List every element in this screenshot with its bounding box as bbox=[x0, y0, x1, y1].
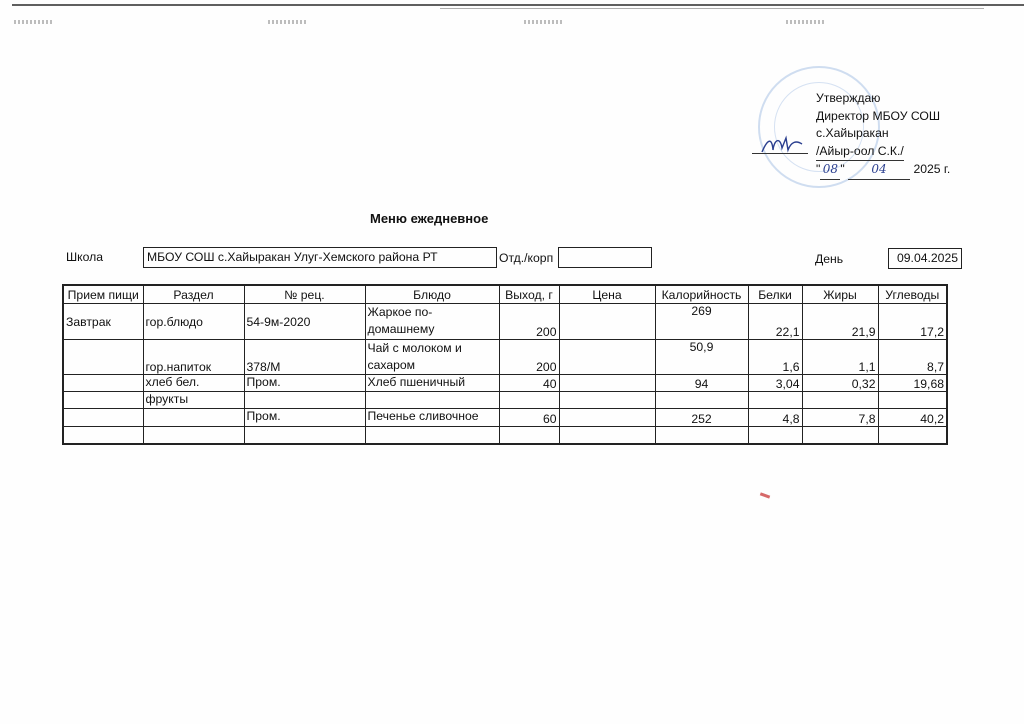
price-cell bbox=[559, 392, 655, 409]
scan-edge-line bbox=[440, 8, 984, 9]
scan-edge-line bbox=[12, 4, 1024, 6]
approval-director-name: /Айыр-оол С.К./ bbox=[816, 143, 904, 162]
column-header: № рец. bbox=[244, 285, 365, 304]
price-cell bbox=[559, 304, 655, 340]
fat-cell bbox=[802, 427, 878, 444]
yield-cell bbox=[499, 392, 559, 409]
day-field: 09.04.2025 bbox=[888, 248, 962, 269]
column-header: Блюдо bbox=[365, 285, 499, 304]
meal-cell bbox=[63, 392, 143, 409]
dish-cell bbox=[365, 427, 499, 444]
signature-line bbox=[752, 153, 808, 154]
director-signature bbox=[760, 134, 804, 161]
dish-cell: Печенье сливочное bbox=[365, 409, 499, 427]
yield-cell: 200 bbox=[499, 304, 559, 340]
price-cell bbox=[559, 427, 655, 444]
recipe-cell: 378/М bbox=[244, 340, 365, 375]
table-row bbox=[63, 427, 947, 444]
meal-cell bbox=[63, 427, 143, 444]
column-header: Прием пищи bbox=[63, 285, 143, 304]
protein-cell: 4,8 bbox=[748, 409, 802, 427]
column-header: Белки bbox=[748, 285, 802, 304]
approval-village: с.Хайыракан bbox=[816, 126, 889, 140]
document-title: Меню ежедневное bbox=[370, 211, 489, 226]
column-header: Углеводы bbox=[878, 285, 947, 304]
fat-cell: 7,8 bbox=[802, 409, 878, 427]
approval-block bbox=[816, 90, 950, 180]
protein-cell: 22,1 bbox=[748, 304, 802, 340]
section-cell: фрукты bbox=[143, 392, 244, 409]
price-cell bbox=[559, 340, 655, 375]
dept-label: Отд./корп bbox=[499, 251, 554, 265]
table-row bbox=[63, 392, 947, 409]
yield-cell: 40 bbox=[499, 375, 559, 392]
section-cell bbox=[143, 427, 244, 444]
column-header: Выход, г bbox=[499, 285, 559, 304]
scan-artifact bbox=[524, 20, 564, 24]
fat-cell bbox=[802, 392, 878, 409]
carbs-cell: 40,2 bbox=[878, 409, 947, 427]
yield-cell: 200 bbox=[499, 340, 559, 375]
carbs-cell: 19,68 bbox=[878, 375, 947, 392]
table-row bbox=[63, 375, 947, 392]
price-cell bbox=[559, 409, 655, 427]
yield-cell: 60 bbox=[499, 409, 559, 427]
column-header: Раздел bbox=[143, 285, 244, 304]
protein-cell bbox=[748, 392, 802, 409]
pen-mark bbox=[760, 492, 770, 498]
school-field: МБОУ СОШ с.Хайыракан Улуг-Хемского района РТ bbox=[143, 247, 497, 268]
calories-cell bbox=[655, 392, 748, 409]
scan-artifact bbox=[14, 20, 54, 24]
recipe-cell bbox=[244, 392, 365, 409]
section-cell bbox=[143, 409, 244, 427]
meal-cell bbox=[63, 340, 143, 375]
protein-cell bbox=[748, 427, 802, 444]
yield-cell bbox=[499, 427, 559, 444]
dish-cell bbox=[365, 392, 499, 409]
dish-cell: Чай с молоком и сахаром bbox=[365, 340, 499, 375]
calories-cell: 94 bbox=[655, 375, 748, 392]
scan-artifact bbox=[786, 20, 826, 24]
section-cell: гор.напиток bbox=[143, 340, 244, 375]
approval-month: 04 bbox=[848, 161, 910, 180]
column-header: Цена bbox=[559, 285, 655, 304]
table-header-row bbox=[63, 285, 947, 304]
section-cell: гор.блюдо bbox=[143, 304, 244, 340]
fat-cell: 1,1 bbox=[802, 340, 878, 375]
scan-artifact bbox=[268, 20, 308, 24]
table-row bbox=[63, 409, 947, 427]
carbs-cell: 8,7 bbox=[878, 340, 947, 375]
meal-cell: Завтрак bbox=[63, 304, 143, 340]
calories-cell bbox=[655, 427, 748, 444]
approval-position: Директор МБОУ СОШ bbox=[816, 108, 941, 123]
menu-table bbox=[62, 284, 948, 445]
protein-cell: 3,04 bbox=[748, 375, 802, 392]
approval-year: 2025 г. bbox=[913, 162, 951, 176]
calories-cell: 50,9 bbox=[655, 340, 748, 375]
approval-title: Утверждаю bbox=[816, 91, 881, 105]
column-header: Жиры bbox=[802, 285, 878, 304]
price-cell bbox=[559, 375, 655, 392]
carbs-cell: 17,2 bbox=[878, 304, 947, 340]
table-row bbox=[63, 340, 947, 375]
recipe-cell: 54-9м-2020 bbox=[244, 304, 365, 340]
carbs-cell bbox=[878, 392, 947, 409]
fat-cell: 21,9 bbox=[802, 304, 878, 340]
column-header: Калорийность bbox=[655, 285, 748, 304]
dept-field bbox=[558, 247, 652, 268]
recipe-cell: Пром. bbox=[244, 375, 365, 392]
calories-cell: 252 bbox=[655, 409, 748, 427]
meal-cell bbox=[63, 375, 143, 392]
day-label: День bbox=[815, 252, 844, 266]
recipe-cell: Пром. bbox=[244, 409, 365, 427]
protein-cell: 1,6 bbox=[748, 340, 802, 375]
section-cell: хлеб бел. bbox=[143, 375, 244, 392]
carbs-cell bbox=[878, 427, 947, 444]
meal-cell bbox=[63, 409, 143, 427]
dish-cell: Хлеб пшеничный bbox=[365, 375, 499, 392]
fat-cell: 0,32 bbox=[802, 375, 878, 392]
approval-date: " 08 " 04 2025 г. bbox=[816, 161, 950, 180]
dish-cell: Жаркое по-домашнему bbox=[365, 304, 499, 340]
approval-day: 08 bbox=[820, 161, 840, 180]
table-row bbox=[63, 304, 947, 340]
recipe-cell bbox=[244, 427, 365, 444]
school-label: Школа bbox=[66, 250, 104, 264]
calories-cell: 269 bbox=[655, 304, 748, 340]
